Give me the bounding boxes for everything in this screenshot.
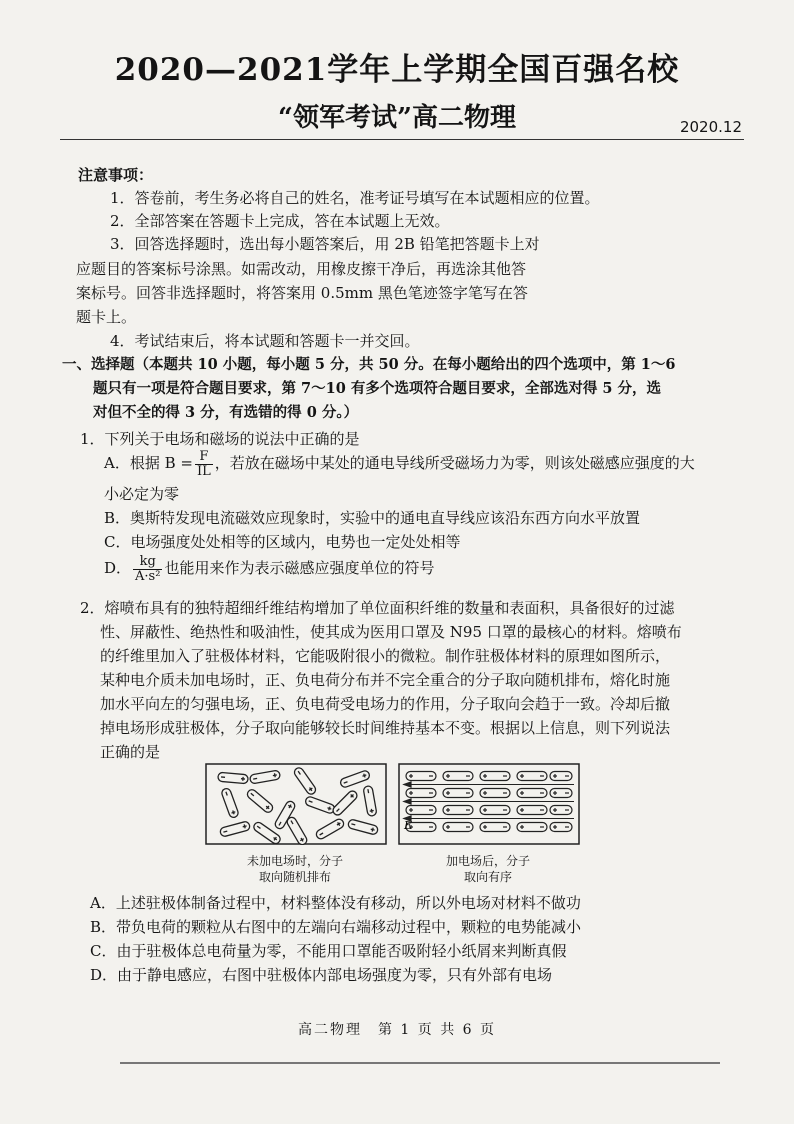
dipole-molecule (517, 823, 547, 832)
notice-item-2: 2．全部答案在答题卡上完成，答在本试题上无效。 (110, 212, 450, 230)
q1-option-a-fraction (195, 450, 213, 479)
dipole-molecule (246, 788, 275, 814)
q1-stem: 1．下列关于电场和磁场的说法中正确的是 (80, 430, 360, 448)
dipole-molecule (480, 772, 510, 781)
section-heading-line-1: 一、选择题（本题共 10 小题，每小题 5 分，共 50 分。在每小题给出的四个选项中，第 1～6 (62, 356, 676, 373)
dipole-molecule (443, 772, 473, 781)
fraction-denominator: A·s² (135, 568, 161, 584)
dipole-molecule (363, 785, 377, 816)
q1-option-c: C．电场强度处处相等的区域内，电势也一定处处相等 (104, 533, 461, 551)
q1-option-d (104, 551, 434, 585)
dipole-molecule (406, 806, 436, 815)
dipole-molecule (406, 772, 436, 781)
dipole-molecule (550, 823, 572, 832)
q1-option-b: B．奥斯特发现电流磁效应现象时，实验中的通电直导线应该沿东西方向水平放置 (104, 509, 641, 527)
dipole-molecule (550, 789, 572, 798)
dipole-molecule (406, 789, 436, 798)
figure-left-caption-1: 未加电场时，分子 (246, 854, 343, 868)
section-heading-line-2: 题只有一项是符合题目要求，第 7～10 有多个选项符合题目要求，全部选对得 5 分，选 (93, 380, 662, 397)
figure-left-caption-2: 取向随机排布 (258, 870, 331, 884)
q1-option-a (104, 446, 695, 480)
q2-line-2: 性、屏蔽性、绝热性和吸油性，使其成为医用口罩及 N95 口罩的最核心的材料。熔喷布 (100, 623, 682, 641)
q2-option-d: D．由于静电感应，右图中驻极体内部电场强度为零，只有外部有电场 (90, 966, 553, 984)
notice-item-3: 3．回答选择题时，选出每小题答案后，用 2B 铅笔把答题卡上对 (110, 235, 540, 253)
dipole-molecule (347, 819, 378, 835)
page-footer: 高二物理 第 1 页 共 6 页 (297, 1022, 497, 1038)
dipole-molecule (315, 818, 345, 841)
q2-option-c: C．由于驻极体总电荷量为零，不能用口罩能否吸附轻小纸屑来判断真假 (90, 942, 567, 960)
notice-heading: 注意事项： (78, 166, 154, 184)
dipole-molecule (480, 823, 510, 832)
section-heading-line-3: 对但不全的得 3 分，有选错的得 0 分。） (93, 404, 359, 421)
dipole-molecule (286, 816, 309, 845)
figure-right-caption-2: 取向有序 (463, 870, 512, 884)
q1-option-d-text: 也能用来作为表示磁感应强度单位的符号 (164, 559, 435, 577)
fraction-numerator: F (195, 450, 213, 465)
field-arrowhead (404, 782, 411, 787)
field-arrowhead (404, 799, 411, 804)
q1-option-d-prefix: D． (104, 559, 132, 577)
q1-option-a-text: ，若放在磁场中某处的通电导线所受磁场力为零，则该处磁感应强度的大 (214, 454, 695, 472)
q1-option-a-cont: 小必定为零 (104, 485, 180, 503)
q2-line-7: 正确的是 (100, 743, 161, 761)
q2-option-b: B．带负电荷的颗粒从右图中的左端向右端移动过程中，颗粒的电势能减小 (90, 918, 582, 936)
q2-line-5: 加水平向左的匀强电场，正、负电荷受电场力的作用，分子取向会趋于一致。冷却后撤 (100, 695, 671, 713)
dipole-molecule (550, 806, 572, 815)
dipole-molecule (443, 789, 473, 798)
exam-title: 2020—2021学年上学期全国百强名校 (114, 52, 680, 88)
q2-line-1: 2．熔喷布具有的独特超细纤维结构增加了单位面积纤维的数量和表面积，具备很好的过滤 (80, 599, 675, 617)
figure-right-caption-1: 加电场后，分子 (445, 854, 530, 868)
dipole-molecule (517, 772, 547, 781)
dipole-molecule (480, 789, 510, 798)
q1-option-a-prefix: A．根据 B = (104, 454, 193, 472)
q2-line-3: 的纤维里加入了驻极体材料，它能吸附很小的微粒。制作驻极体材料的原理如图所示， (100, 647, 671, 665)
dipole-molecule (221, 787, 240, 818)
header-divider (60, 139, 744, 140)
dipole-molecule (219, 821, 250, 837)
notice-item-3-cont-3: 题卡上。 (76, 308, 137, 326)
notice-item-3-cont-2: 案标号。回答非选择题时，将答案用 0.5mm 黑色笔迹签字笔写在答 (76, 284, 528, 302)
notice-item-4: 4．考试结束后，将本试题和答题卡一并交回。 (110, 332, 420, 350)
dipole-molecule (443, 823, 473, 832)
dipole-molecule (293, 766, 318, 796)
fraction-numerator: kg (133, 555, 162, 570)
field-label: E (404, 819, 413, 832)
dipole-molecule (517, 806, 547, 815)
dipole-molecule (331, 789, 359, 817)
q2-option-a: A．上述驻极体制备过程中，材料整体没有移动，所以外电场对材料不做功 (90, 894, 581, 912)
fraction-denominator: IL (196, 463, 211, 479)
dipole-molecule (249, 770, 280, 784)
dipole-molecule (218, 772, 249, 784)
notice-item-1: 1．答卷前，考生务必将自己的姓名，准考证号填写在本试题相应的位置。 (110, 189, 600, 207)
exam-subtitle: “领军考试”高二物理 (278, 103, 516, 133)
dipole-molecule (480, 806, 510, 815)
figure-ordered-molecules (398, 763, 580, 845)
exam-date: 2020.12 (679, 118, 742, 136)
q2-line-4: 某种电介质未加电场时，正、负电荷分布并不完全重合的分子取向随机排布，熔化时施 (100, 671, 671, 689)
q1-option-d-fraction (133, 555, 162, 584)
notice-item-3-cont-1: 应题目的答案标号涂黑。如需改动，用橡皮擦干净后，再选涂其他答 (76, 260, 527, 278)
dipole-molecule (339, 770, 370, 789)
figure-random-molecules (205, 763, 387, 845)
dipole-molecule (550, 772, 572, 781)
dipole-molecule (443, 806, 473, 815)
dipole-molecule (517, 789, 547, 798)
dipole-molecule (304, 796, 335, 815)
footer-divider (120, 1062, 720, 1064)
q2-line-6: 掉电场形成驻极体，分子取向能够较长时间维持基本不变。根据以上信息，则下列说法 (100, 719, 671, 737)
